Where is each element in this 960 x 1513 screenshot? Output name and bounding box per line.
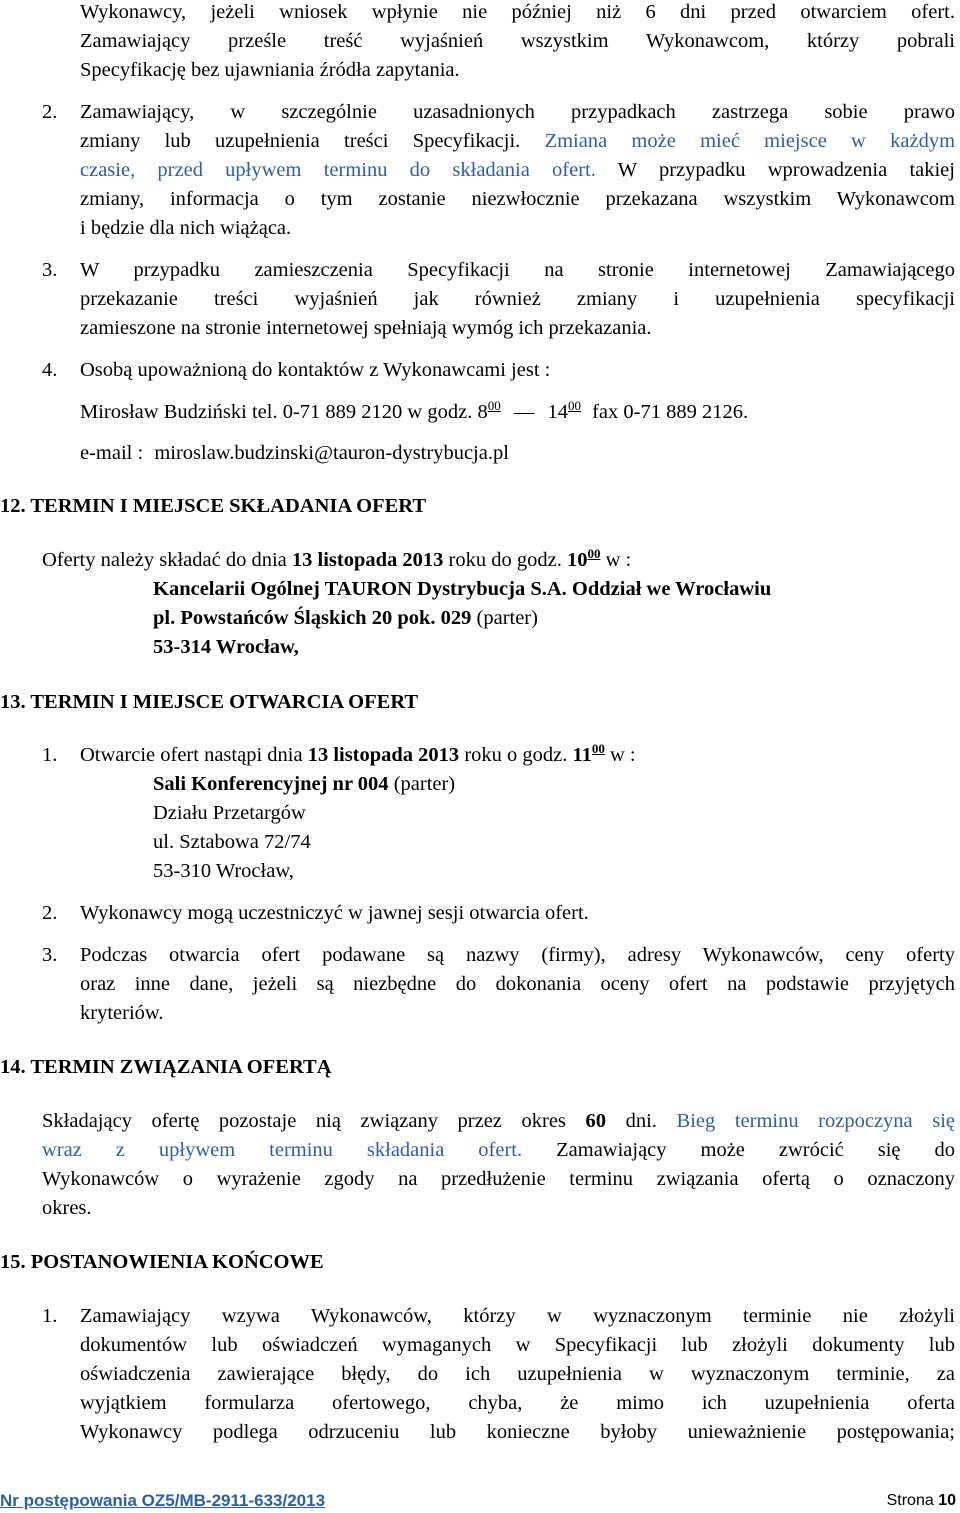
item-number: 2. [42, 902, 58, 924]
final-line: oświadczenia zawierające błędy, do ich uzupełnienia w wyznaczonym terminie, za [80, 1363, 955, 1385]
final-line: Wykonawcy podlega odrzuceniu lub konieczne byłoby unieważnienie postępowania; [80, 1421, 955, 1443]
item-number: 3. [42, 944, 58, 966]
offer-place: Kancelarii Ogólnej TAURON Dystrybucja S.A. Oddział we Wrocławiu [153, 578, 772, 600]
offer-place: 53-314 Wrocław, [153, 636, 299, 658]
item3-line: przekazanie treści wyjaśnień jak również zmiany i uzupełnienia specyfikacji [80, 288, 955, 310]
section-heading: 14. TERMIN ZWIĄZANIA OFERTĄ [0, 1056, 332, 1078]
opening-item: Podczas otwarcia ofert podawane są nazwy (firmy), adresy Wykonawców, ceny oferty [80, 944, 955, 966]
item2-line: i będzie dla nich wiążąca. [80, 217, 292, 239]
item2-line: Zamawiający, w szczególnie uzasadnionych przypadkach zastrzega sobie prawo [80, 101, 955, 123]
item2-line: zmiany lub uzupełnienia treści Specyfikacji. Zmiana może mieć miejsce w każdym [80, 130, 956, 152]
item-number: 2. [42, 101, 58, 123]
final-line: dokumentów lub oświadczeń wymaganych w Specyfikacji lub złożyli dokumenty lub [80, 1334, 955, 1356]
offer-deadline: Oferty należy składać do dnia 13 listopada 2013 roku do godz. $10^{00}$ w : [42, 546, 632, 571]
email-link[interactable]: miroslaw.budzinski@tauron-dystrybucja.pl [154, 442, 509, 464]
item3-line: zamieszone na stronie internetowej spełniają wymóg ich przekazania. [80, 317, 652, 339]
binding-line: wraz z upływem terminu składania ofert. Zamawiający może zwrócić się do [42, 1139, 955, 1161]
item-number: 3. [42, 259, 58, 281]
intro-line: Zamawiający prześle treść wyjaśnień wszystkim Wykonawcom, którzy pobrali [80, 30, 955, 52]
opening-item: kryteriów. [80, 1002, 164, 1024]
final-line: wyjątkiem formularza ofertowego, chyba, że mimo ich uzupełnienia oferta [80, 1392, 955, 1414]
item2-line: zmiany, informacja o tym zostanie niezwłocznie przekazana wszystkim Wykonawcom [80, 188, 955, 210]
item-number: 1. [42, 744, 58, 766]
opening-place: ul. Sztabowa 72/74 [153, 831, 311, 853]
item3-line: W przypadku zamieszczenia Specyfikacji na stronie internetowej Zamawiającego [80, 259, 955, 281]
procedure-number-link[interactable]: Nr postępowania OZ5/MB-2911-633/2013 [0, 1491, 326, 1510]
opening-item: Wykonawcy mogą uczestniczyć w jawnej sesji otwarcia ofert. [80, 902, 589, 924]
contact-email: e-mail : miroslaw.budzinski@tauron-dystrybucja.pl [80, 442, 509, 464]
contact-phone: Mirosław Budziński tel. 0-71 889 2120 w godz. $8^{00}$ — $14^{00}$ fax 0-71 889 2126. [80, 398, 749, 423]
intro-line: Specyfikację bez ujawniania źródła zapytania. [80, 59, 460, 81]
item2-line: czasie, przed upływem terminu do składania ofert. W przypadku wprowadzenia takiej [80, 159, 955, 181]
binding-line: Wykonawców o wyrażenie zgody na przedłużenie terminu związania ofertą o oznaczony [42, 1168, 955, 1190]
contact-intro: Osobą upoważnioną do kontaktów z Wykonawcami jest : [80, 359, 551, 381]
opening-place: Działu Przetargów [153, 802, 306, 824]
intro-line: Wykonawcy, jeżeli wniosek wpłynie nie później niż 6 dni przed otwarciem ofert. [80, 1, 955, 23]
opening-place: 53-310 Wrocław, [153, 860, 294, 882]
page-number: Strona 10 [886, 1492, 956, 1509]
section-heading: 12. TERMIN I MIEJSCE SKŁADANIA OFERT [0, 495, 427, 517]
offer-place: pl. Powstańców Śląskich 20 pok. 029 (parter) [153, 607, 538, 629]
binding-line: Składający ofertę pozostaje nią związany przez okres 60 dni. Bieg terminu rozpoczyna się [42, 1110, 956, 1132]
opening-item: oraz inne dane, jeżeli są niezbędne do dokonania oceny ofert na podstawie przyjętych [80, 973, 955, 995]
opening-date: Otwarcie ofert nastąpi dnia 13 listopada 2013 roku o godz. $11^{00}$ w : [80, 741, 636, 766]
binding-line: okres. [42, 1197, 92, 1219]
item-number: 4. [42, 359, 58, 381]
item-number: 1. [42, 1305, 58, 1327]
final-line: Zamawiający wzywa Wykonawców, którzy w wyznaczonym terminie nie złożyli [80, 1305, 955, 1327]
opening-place: Sali Konferencyjnej nr 004 (parter) [153, 773, 456, 795]
section-heading: 15. POSTANOWIENIA KOŃCOWE [0, 1251, 324, 1273]
section-heading: 13. TERMIN I MIEJSCE OTWARCIA OFERT [0, 691, 419, 713]
